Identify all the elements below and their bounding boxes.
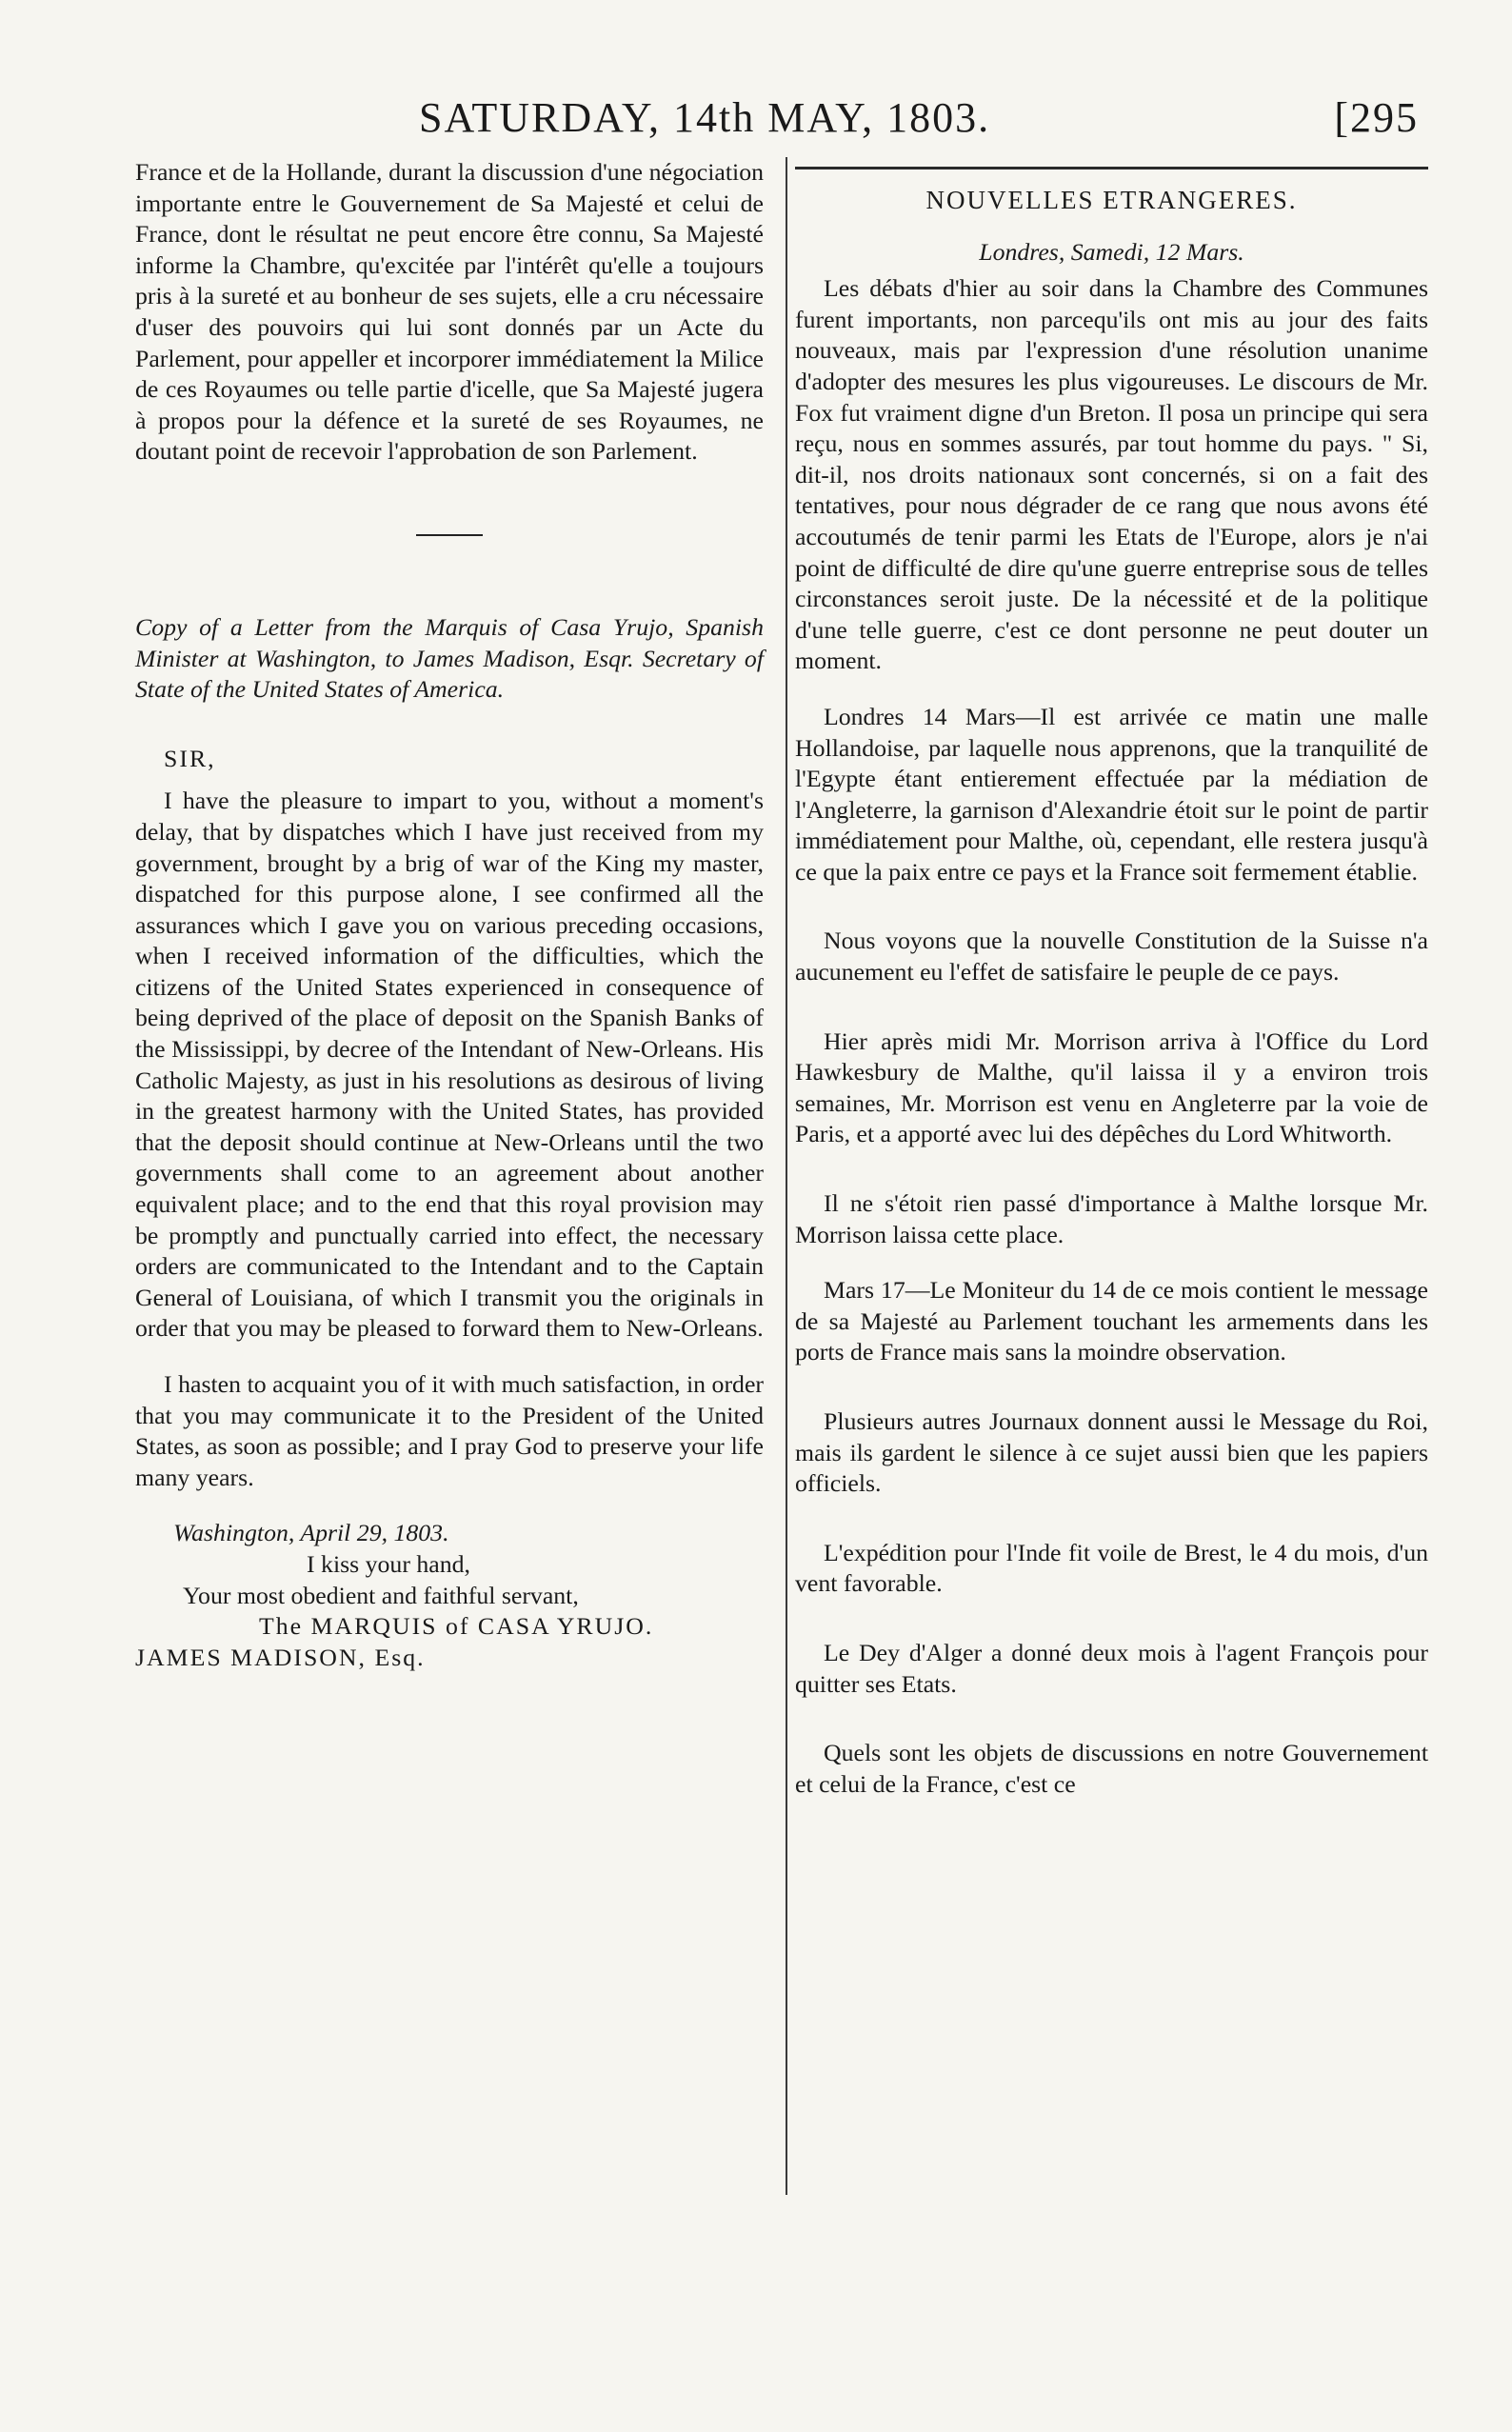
news-paragraph: Le Dey d'Alger a donné deux mois à l'agent François pour quitter ses Etats. xyxy=(795,1638,1428,1698)
news-paragraph: Mars 17—Le Moniteur du 14 de ce mois contient le message de sa Majesté au Parlement touchant les armements dans les ports de France mais sans la moindre observation. xyxy=(795,1276,1428,1366)
left-column xyxy=(135,157,764,1673)
news-paragraph: Il ne s'étoit rien passé d'importance à Malthe lorsque Mr. Morrison laissa cette place. xyxy=(795,1189,1428,1248)
heading-rule xyxy=(795,167,1428,169)
letter-closing-1: I kiss your hand, xyxy=(307,1549,470,1578)
section-heading: NOUVELLES ETRANGERES. xyxy=(925,186,1298,214)
letter-paragraph: I have the pleasure to impart to you, without a moment's delay, that by dispatches which I have just received from my government, brought by a brig of war of the King my master, dispatched for this purpose alone, I see confirmed all the assurances which I gave you on various preceding occasions, when I received information of the difficulties, which the citizens of the United States experienced in consequence of being deprived of the place of deposit on the Spanish Banks of the Mississippi, by decree of the Intendant of New-Orleans. His Catholic Majesty, as just in his resolutions as desirous of living in the greatest harmony with the United States, has provided that the deposit should continue at New-Orleans until the two governments shall come to an agreement about another equivalent place; and to the end that this royal provision may be promptly and punctually carried into effect, the necessary orders are communicated to the Intendant and to the Captain General of Louisiana, of which I transmit you the originals in order that you may be pleased to forward them to New-Orleans. xyxy=(135,787,764,1343)
header-title: SATURDAY, 14th MAY, 1803. xyxy=(419,94,991,141)
letter-addressee: JAMES MADISON, Esq. xyxy=(135,1643,426,1671)
letter-caption: Copy of a Letter from the Marquis of Casa Yrujo, Spanish Minister at Washington, to James Madison, Esqr. Secretary of State of the United States of America. xyxy=(135,612,764,704)
news-paragraph: Nous voyons que la nouvelle Constitution de la Suisse n'a aucunement eu l'effet de satisfaire le peuple de ce pays. xyxy=(795,927,1428,987)
letter-salutation: SIR, xyxy=(164,744,216,772)
news-paragraph: Quels sont les objets de discussions en notre Gouvernement et celui de la France, c'est ce xyxy=(795,1739,1428,1798)
page-number: [295 xyxy=(1334,94,1419,141)
letter-place-date: Washington, April 29, 1803. xyxy=(173,1519,449,1547)
section-rule xyxy=(416,534,483,536)
letter-paragraph: I hasten to acquaint you of it with much satisfaction, in order that you may communicate it to the President of the United States, as soon as possible; and I pray God to preserve your life many years. xyxy=(135,1370,764,1491)
news-paragraph: Londres 14 Mars—Il est arrivée ce matin une malle Hollandoise, par laquelle nous apprenons, que la tranquilité de l'Egypte étant entierement effectuée par la médiation de l'Angleterre, la garnison d'Alexandrie étoit sur le point de partir immédiatement pour Malthe, où, cependant, elle restera jusqu'à ce que la paix entre ce pays et la France soit fermement établie. xyxy=(795,702,1428,886)
left-paragraph: France et de la Hollande, durant la discussion d'une négociation importante entre le Gouvernement de Sa Majesté et celui de France, dont le résultat ne peut encore être connu, Sa Majesté informe la Chambre, qu'excitée par l'intérêt qu'elle a toujours pris à la sureté et au bonheur de ses sujets, elle a cru nécessaire d'user des pouvoirs qui lui sont donnés par un Acte du Parlement, pour appeller et incorporer immédiatement la Milice de ces Royaumes ou telle partie d'icelle, que Sa Majesté jugera à propos pour la défence et la sureté de ses Royaumes, ne doutant point de recevoir l'approbation de son Parlement. xyxy=(135,158,764,466)
page-header xyxy=(143,93,1419,150)
news-paragraph: Hier après midi Mr. Morrison arriva à l'Office du Lord Hawkesbury de Malthe, qu'il laissa il y a environ trois semaines, Mr. Morrison est venu en Angleterre par la voie de Paris, et a apporté avec lui des dépêches du Lord Whitworth. xyxy=(795,1027,1428,1148)
news-paragraph: L'expédition pour l'Inde fit voile de Brest, le 4 du mois, d'un vent favorable. xyxy=(795,1538,1428,1598)
news-paragraph: Plusieurs autres Journaux donnent aussi le Message du Roi, mais ils gardent le silence à ce sujet aussi bien que les papiers officiels. xyxy=(795,1407,1428,1498)
letter-closing-2: Your most obedient and faithful servant, xyxy=(183,1581,579,1609)
right-column xyxy=(795,157,1428,1800)
letter-signature: The MARQUIS of CASA YRUJO. xyxy=(259,1612,654,1641)
news-paragraph: Les débats d'hier au soir dans la Chambre des Communes furent importants, non parcequ'ils ont mis au jour des faits nouveaux, mais par l'expression d'une résolution unanime d'adopter des mesures les plus vigoureuses. Le discours de Mr. Fox fut vraiment digne d'un Breton. Il posa un principe qui sera reçu, nous en sommes assurés, par tout homme du pays. " Si, dit-il, nos droits nationaux sont concernés, si on a fait des tentatives, pour nous dégrader de ce rang que nous avons été accoutumés de tenir parmi les Etats de l'Europe, alors je n'ai point de difficulté de dire qu'une guerre entreprise sous de telles circonstances seroit juste. De la nécessité et de la politique d'une telle guerre, c'est ce dont personne ne peut douter un moment. xyxy=(795,274,1428,675)
dateline: Londres, Samedi, 12 Mars. xyxy=(979,237,1244,266)
column-divider xyxy=(786,157,787,2195)
